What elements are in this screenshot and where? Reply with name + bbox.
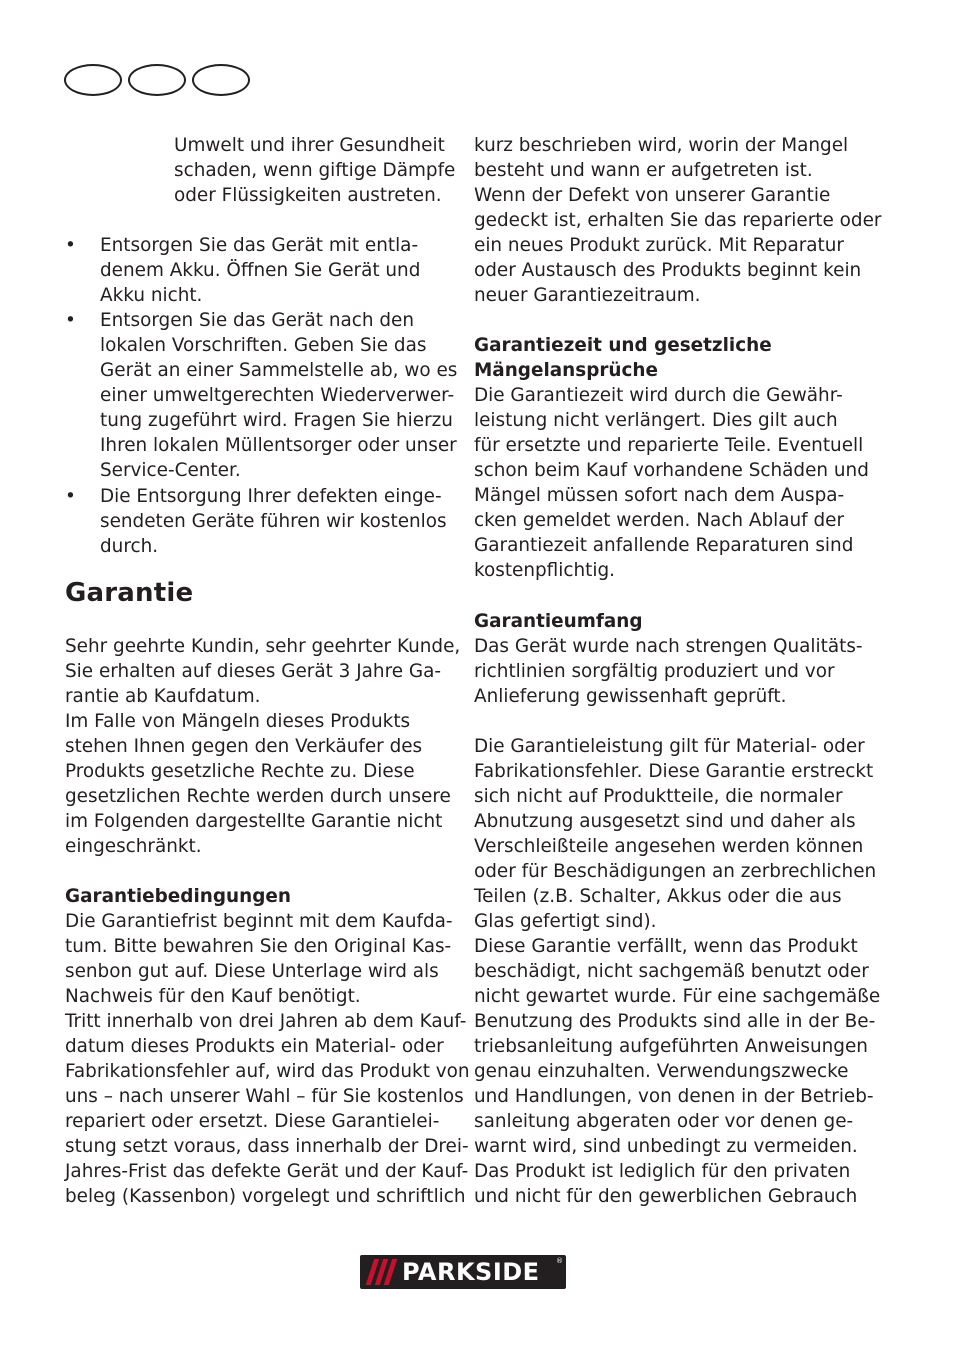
text-line: gesetzlichen Rechte werden durch unsere [65,786,451,807]
text-line: oder Austausch des Produkts beginnt kein [474,260,862,281]
text-line: Sie erhalten auf dieses Gerät 3 Jahre Ga- [65,661,442,682]
text-line: stehen Ihnen gegen den Verkäufer des [65,736,423,757]
text-line: repariert oder ersetzt. Diese Garantielei- [65,1111,440,1132]
bullet-item [100,484,447,559]
text-line: schon beim Kauf vorhandene Schäden und [474,460,869,481]
text-line: Umwelt und ihrer Gesundheit [174,135,445,156]
section-heading: Garantie [65,578,194,608]
text-line: Glas gefertigt sind). [474,911,657,932]
text-line: uns – nach unserer Wahl – für Sie kostenlos [65,1086,464,1107]
text-line: neuer Garantiezeitraum. [474,285,701,306]
text-line: Gerät an einer Sammelstelle ab, wo es [100,360,458,381]
text-line: Entsorgen Sie das Gerät mit entla- [100,235,419,256]
text-line: und Handlungen, von denen in der Betrieb- [474,1086,874,1107]
text-line: Die Garantiezeit wird durch die Gewähr- [474,385,843,406]
text-line: Teilen (z.B. Schalter, Akkus oder die aus [474,886,842,907]
text-line: Entsorgen Sie das Gerät nach den [100,310,414,331]
text-line: ein neues Produkt zurück. Mit Reparatur [474,235,844,256]
text-line: Benutzung des Produkts sind alle in der Be- [474,1011,876,1032]
text-line: einer umweltgerechten Wiederverwer- [100,385,455,406]
text-line: Das Gerät wurde nach strengen Qualitäts- [474,636,863,657]
text-line: sich nicht auf Produktteile, die normaler [474,786,843,807]
garantiebedingungen-section [65,884,470,1209]
text-line: beleg (Kassenbon) vorgelegt und schriftlich [65,1186,466,1207]
bullet-marker: • [65,486,76,507]
garantie-intro-paragraph [65,634,460,859]
subsection-heading: Garantiebedingungen [65,886,291,907]
text-line: richtlinien sorgfältig produziert und vor [474,661,835,682]
bullet-item [100,233,420,308]
text-line: tung zugeführt wird. Fragen Sie hierzu [100,410,453,431]
parkside-logo [360,1255,566,1289]
text-line: Die Garantieleistung gilt für Material- oder [474,736,865,757]
text-line: besteht und wann er aufgetreten ist. [474,160,813,181]
registered-mark: ® [556,1257,563,1265]
text-line: beschädigt, nicht sachgemäß benutzt oder [474,961,869,982]
text-line: datum dieses Produkts ein Material- oder [65,1036,444,1057]
text-line: stung setzt voraus, dass innerhalb der Drei- [65,1136,469,1157]
text-line: Die Entsorgung Ihrer defekten einge- [100,486,442,507]
language-oval-3 [192,64,250,96]
text-line: für ersetzte und reparierte Teile. Eventuell [474,435,864,456]
text-line: cken gemeldet werden. Nach Ablauf der [474,510,845,531]
text-line: im Folgenden dargestellte Garantie nicht [65,811,443,832]
text-line: gedeckt ist, erhalten Sie das reparierte oder [474,210,882,231]
text-line: Mängel müssen sofort nach dem Auspa- [474,485,845,506]
text-line: Sehr geehrte Kundin, sehr geehrter Kunde, [65,636,461,657]
text-line: nicht gewartet wurde. Für eine sachgemäße [474,986,881,1007]
subsection-heading: Garantieumfang [474,611,643,632]
text-line: Diese Garantie verfällt, wenn das Produkt [474,936,858,957]
text-line: Das Produkt ist lediglich für den privaten [474,1161,851,1182]
text-line: Anlieferung gewissenhaft geprüft. [474,686,787,707]
text-line: oder Flüssigkeiten austreten. [174,185,442,206]
text-line: tum. Bitte bewahren Sie den Original Kas- [65,936,452,957]
bullet-marker: • [65,235,76,256]
subsection-heading: Mängelansprüche [474,360,658,381]
intro-paragraph [174,133,455,208]
language-oval-2 [128,64,186,96]
text-line: Produkts gesetzliche Rechte zu. Diese [65,761,415,782]
text-line: kurz beschrieben wird, worin der Mangel [474,135,849,156]
text-line: rantie ab Kaufdatum. [65,686,261,707]
text-line: leistung nicht verlängert. Dies gilt auch [474,410,838,431]
subsection-heading: Garantiezeit und gesetzliche [474,335,772,356]
text-line: Ihren lokalen Müllentsorger oder unser [100,435,457,456]
text-line: und nicht für den gewerblichen Gebrauch [474,1186,858,1207]
text-line: Garantiezeit anfallende Reparaturen sind [474,535,854,556]
text-line: Abnutzung ausgesetzt sind und daher als [474,811,856,832]
text-line: warnt wird, sind unbedingt zu vermeiden. [474,1136,858,1157]
text-line: Nachweis für den Kauf benötigt. [65,986,361,1007]
text-line: oder für Beschädigungen an zerbrechlichen [474,861,877,882]
text-line: denem Akku. Öffnen Sie Gerät und [100,260,421,281]
text-line: Die Garantiefrist beginnt mit dem Kaufda- [65,911,453,932]
text-line: Verschleißteile angesehen werden können [474,836,864,857]
text-line: schaden, wenn giftige Dämpfe [174,160,456,181]
text-line: sanleitung abgeraten oder vor denen ge- [474,1111,854,1132]
text-line: lokalen Vorschriften. Geben Sie das [100,335,427,356]
text-line: senbon gut auf. Diese Unterlage wird als [65,961,439,982]
text-line: Service-Center. [100,460,241,481]
text-line: triebsanleitung aufgeführten Anweisungen [474,1036,868,1057]
text-line: eingeschränkt. [65,836,202,857]
bullet-marker: • [65,310,76,331]
text-line: genau einzuhalten. Verwendungszwecke [474,1061,849,1082]
garantiezeit-section [474,333,869,583]
text-line: sendeten Geräte führen wir kostenlos [100,511,447,532]
continued-paragraph [474,133,881,308]
text-line: Akku nicht. [100,285,203,306]
garantieleistung-paragraph [474,734,880,1209]
text-line: Fabrikationsfehler auf, wird das Produkt von [65,1061,470,1082]
text-line: durch. [100,536,159,557]
text-line: kostenpflichtig. [474,560,615,581]
text-line: Tritt innerhalb von drei Jahren ab dem Kauf- [65,1011,467,1032]
text-line: Im Falle von Mängeln dieses Produkts [65,711,411,732]
bullet-item [100,308,457,483]
text-line: Fabrikationsfehler. Diese Garantie erstreckt [474,761,874,782]
text-line: Jahres-Frist das defekte Gerät und der Kauf- [65,1161,469,1182]
logo-wordmark: PARKSIDE [402,1258,540,1286]
text-line: Wenn der Defekt von unserer Garantie [474,185,831,206]
language-oval-1 [64,64,122,96]
garantieumfang-section [474,609,863,709]
